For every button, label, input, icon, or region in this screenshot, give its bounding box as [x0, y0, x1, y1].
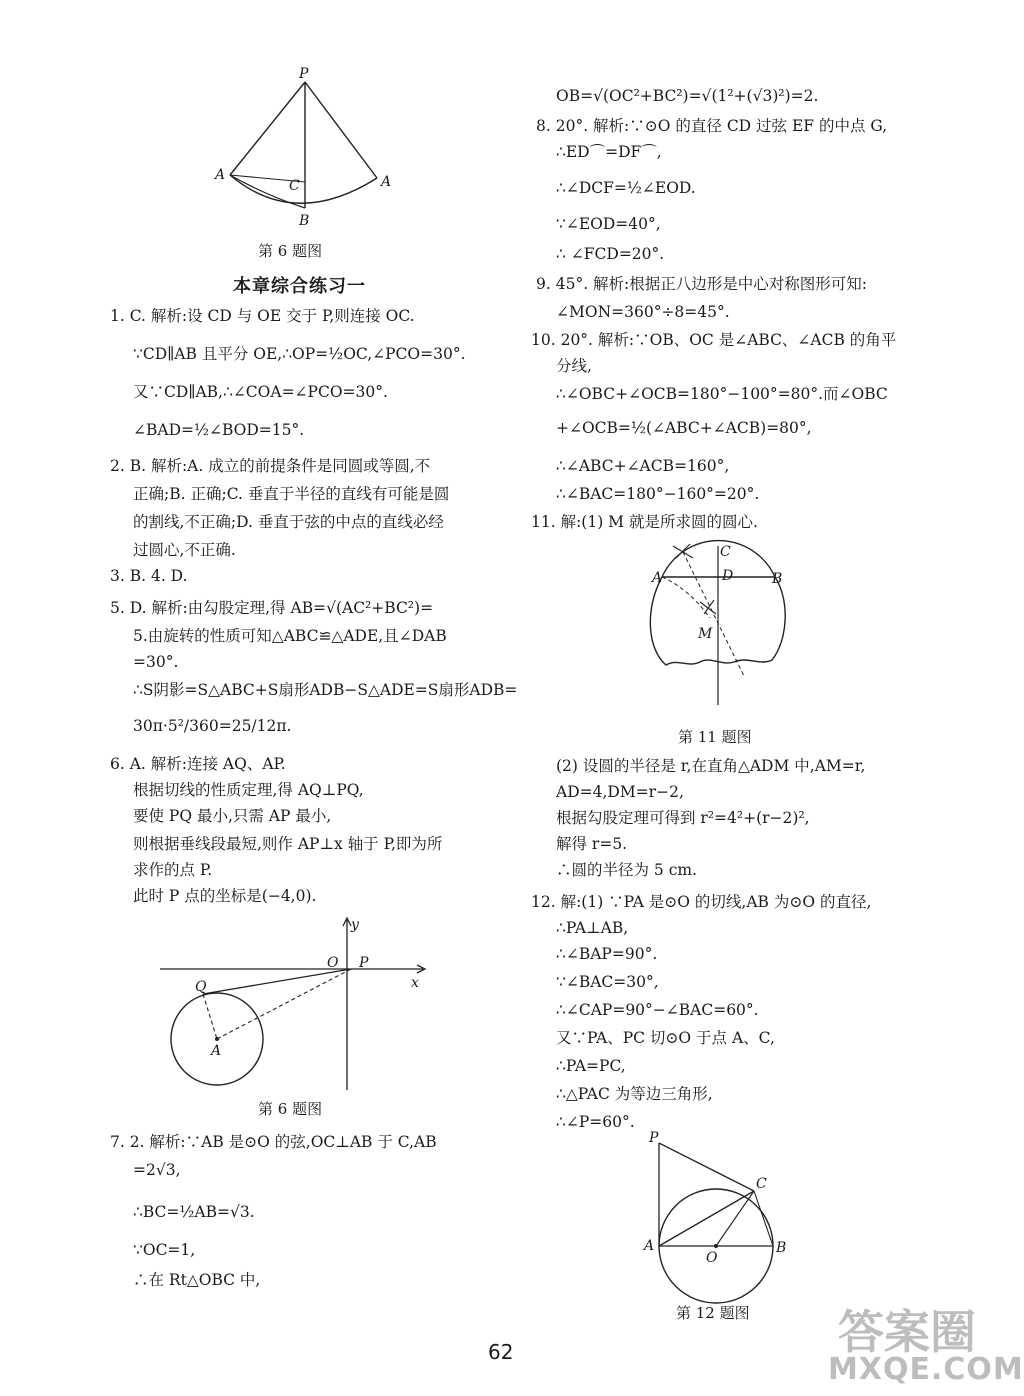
fig11-label-D: D	[722, 568, 734, 584]
left-line-22: =2√3,	[133, 1161, 181, 1179]
right-line-15: 11. 解:(1) M 就是所求圆的圆心.	[531, 513, 758, 531]
figure-12	[640, 1128, 800, 1303]
fig12-label-P: P	[649, 1130, 659, 1146]
left-line-20: 此时 P 点的坐标是(−4,0).	[133, 887, 317, 905]
right-line-16: (2) 设圆的半径是 r,在直角△ADM 中,AM=r,	[556, 757, 866, 775]
section-title: 本章综合练习一	[233, 276, 366, 297]
fig12-label-O: O	[706, 1250, 718, 1266]
right-line-21: 12. 解:(1) ∵PA 是⊙O 的切线,AB 为⊙O 的直径,	[531, 893, 872, 911]
fig6a-label-P: P	[299, 66, 309, 82]
fig11-label-A: A	[652, 570, 663, 586]
fig6a-label-C: C	[289, 178, 300, 194]
left-line-2: ∵CD∥AB 且平分 OE,∴OP=½OC,∠PCO=30°.	[133, 345, 466, 363]
left-line-9: 3. B. 4. D.	[110, 567, 188, 585]
right-line-29: ∴∠P=60°.	[556, 1113, 635, 1131]
left-line-14: 30π·5²/360=25/12π.	[133, 717, 292, 735]
left-line-4: ∠BAD=½∠BOD=15°.	[133, 421, 305, 439]
figure-6-top-caption: 第 6 题图	[258, 242, 323, 260]
left-line-19: 求作的点 P.	[133, 861, 213, 879]
right-line-1: OB=√(OC²+BC²)=√(1²+(√3)²)=2.	[556, 87, 819, 105]
fig6b-label-A: A	[211, 1043, 222, 1059]
right-line-17: AD=4,DM=r−2,	[556, 783, 684, 801]
right-line-18: 根据勾股定理可得到 r²=4²+(r−2)²,	[556, 809, 810, 827]
right-line-19: 解得 r=5.	[556, 835, 628, 853]
figure-6-bottom-caption: 第 6 题图	[258, 1100, 323, 1118]
right-line-10: 分线,	[556, 357, 592, 375]
fig6a-label-A-left: A	[215, 167, 226, 183]
right-line-8: ∠MON=360°÷8=45°.	[556, 303, 730, 321]
left-line-8: 过圆心,不正确.	[133, 541, 236, 559]
left-line-13: ∴S阴影=S△ABC+S扇形ADB−S△ADE=S扇形ADB=	[133, 681, 518, 699]
figure-6-coordinate	[155, 915, 430, 1095]
figure-11	[648, 540, 798, 720]
left-line-25: ∴在 Rt△OBC 中,	[133, 1271, 261, 1289]
right-line-3: ∴ED⌒=DF⌒,	[556, 143, 662, 161]
right-line-23: ∴∠BAP=90°.	[556, 945, 658, 963]
right-line-20: ∴圆的半径为 5 cm.	[556, 861, 698, 879]
figure-12-caption: 第 12 题图	[676, 1304, 750, 1322]
fig12-label-B: B	[776, 1240, 787, 1256]
left-line-24: ∵OC=1,	[133, 1241, 196, 1259]
right-line-13: ∴∠ABC+∠ACB=160°,	[556, 457, 730, 475]
figure-6-cone	[215, 66, 392, 230]
right-line-2: 8. 20°. 解析:∵⊙O 的直径 CD 过弦 EF 的中点 G,	[536, 117, 888, 135]
left-line-6: 正确;B. 正确;C. 垂直于半径的直线有可能是圆	[133, 485, 450, 503]
right-line-14: ∴∠BAC=180°−160°=20°.	[556, 485, 760, 503]
watermark-brand: 答案圈	[838, 1305, 976, 1359]
right-line-22: ∴PA⊥AB,	[556, 919, 629, 937]
fig6b-label-x: x	[411, 975, 419, 991]
fig6a-label-B: B	[299, 213, 310, 229]
right-line-25: ∴∠CAP=90°−∠BAC=60°.	[556, 1001, 759, 1019]
left-line-21: 7. 2. 解析:∵AB 是⊙O 的弦,OC⊥AB 于 C,AB	[110, 1133, 437, 1151]
left-line-11: 5.由旋转的性质可知△ABC≌△ADE,且∠DAB	[133, 627, 447, 645]
right-line-12: +∠OCB=½(∠ABC+∠ACB)=80°,	[556, 419, 812, 437]
left-line-7: 的割线,不正确;D. 垂直于弦的中点的直线必经	[133, 513, 444, 531]
fig11-label-M: M	[698, 626, 713, 642]
watermark-url: MXQE.COM	[828, 1352, 1024, 1387]
left-line-12: =30°.	[133, 653, 179, 671]
right-line-24: ∵∠BAC=30°,	[556, 973, 659, 991]
left-line-3: 又∵CD∥AB,∴∠COA=∠PCO=30°.	[133, 383, 388, 401]
left-line-10: 5. D. 解析:由勾股定理,得 AB=√(AC²+BC²)=	[110, 599, 434, 617]
fig6b-label-O: O	[327, 955, 339, 971]
fig6b-label-Q: Q	[195, 979, 207, 995]
fig6b-label-P: P	[359, 955, 369, 971]
left-line-5: 2. B. 解析:A. 成立的前提条件是同圆或等圆,不	[110, 457, 431, 475]
right-line-27: ∴PA=PC,	[556, 1057, 626, 1075]
left-line-17: 要使 PQ 最小,只需 AP 最小,	[133, 807, 332, 825]
right-line-11: ∴∠OBC+∠OCB=180°−100°=80°.而∠OBC	[556, 385, 888, 403]
left-line-23: ∴BC=½AB=√3.	[133, 1203, 255, 1221]
right-line-28: ∴△PAC 为等边三角形,	[556, 1085, 713, 1103]
fig11-label-B: B	[772, 571, 783, 587]
fig6a-label-A-right: A	[381, 174, 392, 190]
page-number: 62	[488, 1340, 514, 1364]
fig12-label-C: C	[756, 1176, 767, 1192]
fig6b-label-y: y	[351, 917, 359, 933]
right-line-9: 10. 20°. 解析:∵OB、OC 是∠ABC、∠ACB 的角平	[531, 331, 897, 349]
figure-11-caption: 第 11 题图	[678, 728, 752, 746]
right-line-6: ∴ ∠FCD=20°.	[556, 245, 665, 263]
right-line-7: 9. 45°. 解析:根据正八边形是中心对称图形可知:	[536, 275, 867, 293]
right-line-4: ∴∠DCF=½∠EOD.	[556, 179, 696, 197]
left-line-18: 则根据垂线段最短,则作 AP⊥x 轴于 P,即为所	[133, 835, 443, 853]
fig11-label-C: C	[720, 544, 731, 560]
fig12-label-A: A	[644, 1238, 655, 1254]
left-line-16: 根据切线的性质定理,得 AQ⊥PQ,	[133, 781, 364, 799]
left-line-1: 1. C. 解析:设 CD 与 OE 交于 P,则连接 OC.	[110, 307, 415, 325]
right-line-26: 又∵PA、PC 切⊙O 于点 A、C,	[556, 1029, 775, 1047]
right-line-5: ∵∠EOD=40°,	[556, 215, 661, 233]
left-line-15: 6. A. 解析:连接 AQ、AP.	[110, 755, 286, 773]
